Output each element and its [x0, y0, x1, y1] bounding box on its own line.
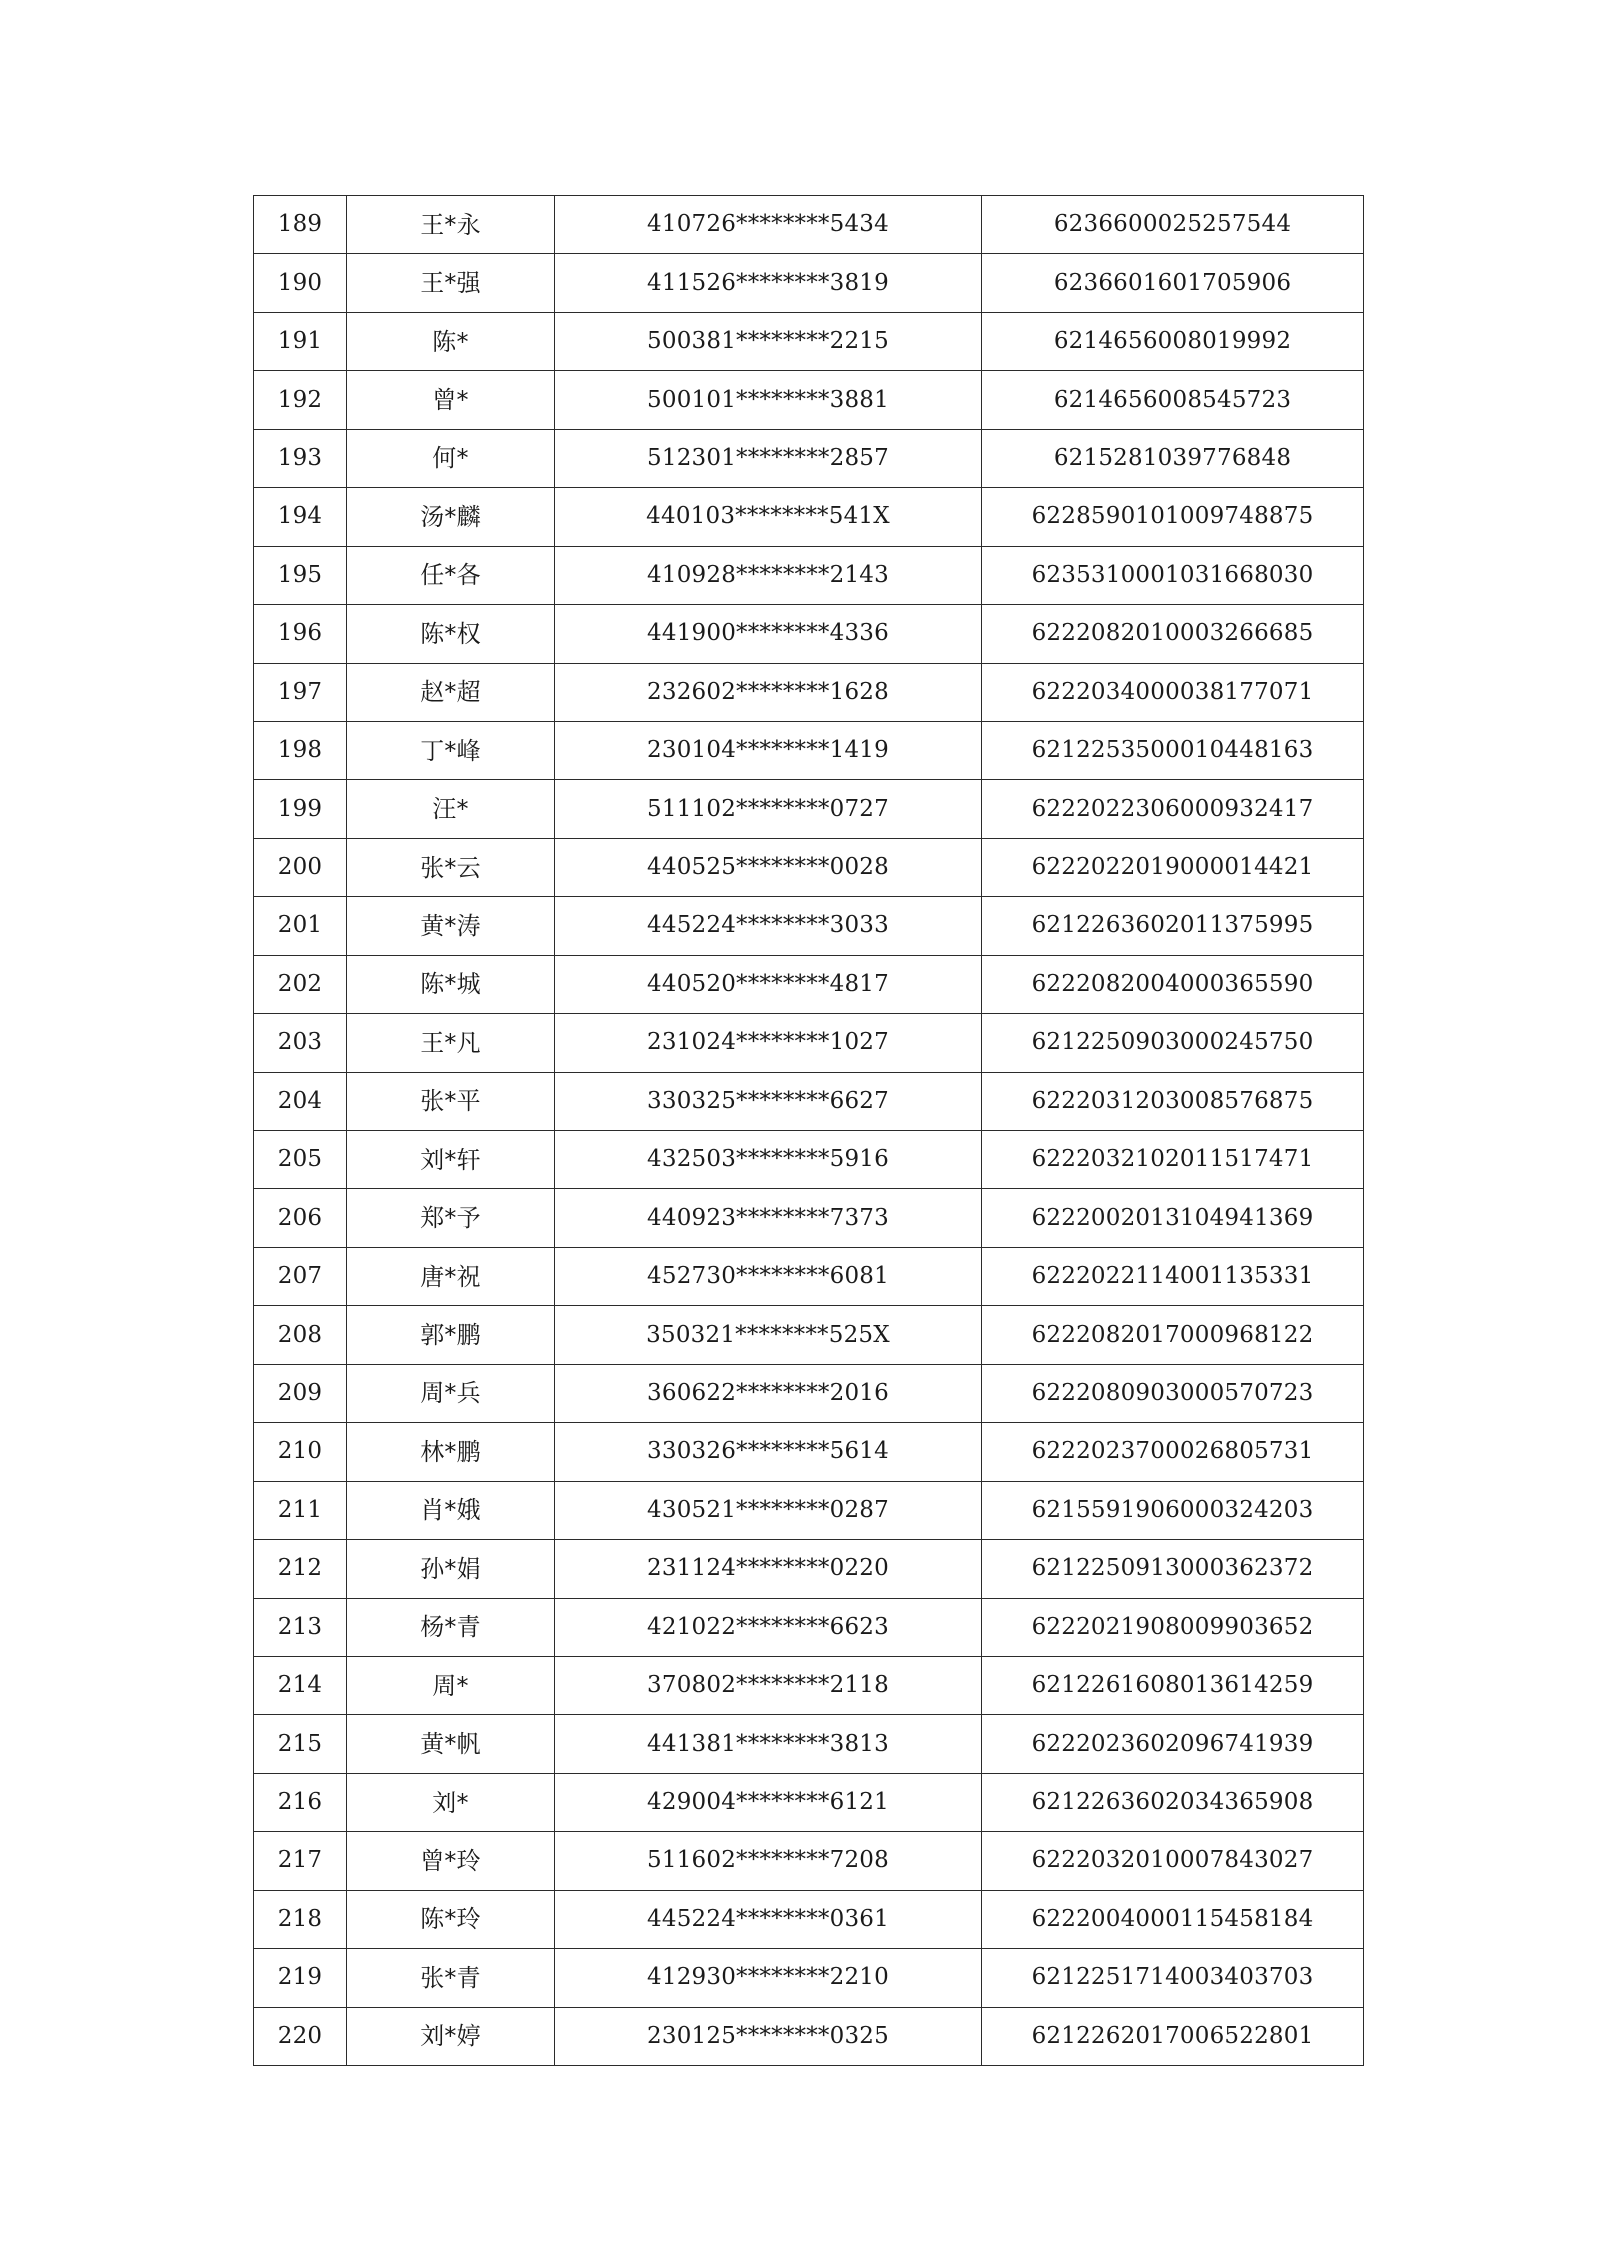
- row-index-cell: 220: [254, 2007, 347, 2065]
- table-row: [254, 1890, 1364, 1948]
- row-index-cell: 204: [254, 1072, 347, 1130]
- id-number-cell: 232602********1628: [555, 663, 982, 721]
- row-index-cell: 199: [254, 780, 347, 838]
- id-number-cell: 441900********4336: [555, 605, 982, 663]
- card-number-cell: 6222023602096741939: [982, 1715, 1364, 1773]
- table-row: [254, 1949, 1364, 2007]
- row-index-cell: 196: [254, 605, 347, 663]
- name-cell: 唐*祝: [347, 1247, 555, 1305]
- card-number-cell: 6212253500010448163: [982, 721, 1364, 779]
- id-number-cell: 231124********0220: [555, 1540, 982, 1598]
- id-number-cell: 500101********3881: [555, 371, 982, 429]
- id-number-cell: 410726********5434: [555, 196, 982, 254]
- table-row: [254, 254, 1364, 312]
- table-row: [254, 371, 1364, 429]
- name-cell: 张*平: [347, 1072, 555, 1130]
- name-cell: 刘*: [347, 1773, 555, 1831]
- name-cell: 陈*玲: [347, 1890, 555, 1948]
- table-row: [254, 1072, 1364, 1130]
- table-row: [254, 1423, 1364, 1481]
- card-number-cell: 6228590101009748875: [982, 488, 1364, 546]
- card-number-cell: 6222032102011517471: [982, 1131, 1364, 1189]
- id-number-cell: 330326********5614: [555, 1423, 982, 1481]
- row-index-cell: 195: [254, 546, 347, 604]
- card-number-cell: 6212261608013614259: [982, 1656, 1364, 1714]
- name-cell: 王*强: [347, 254, 555, 312]
- name-cell: 刘*轩: [347, 1131, 555, 1189]
- row-index-cell: 207: [254, 1247, 347, 1305]
- row-index-cell: 189: [254, 196, 347, 254]
- id-number-cell: 411526********3819: [555, 254, 982, 312]
- id-number-cell: 350321********525X: [555, 1306, 982, 1364]
- table-row: [254, 955, 1364, 1013]
- row-index-cell: 209: [254, 1364, 347, 1422]
- row-index-cell: 190: [254, 254, 347, 312]
- name-cell: 张*青: [347, 1949, 555, 2007]
- row-index-cell: 191: [254, 312, 347, 370]
- card-number-cell: 6212262017006522801: [982, 2007, 1364, 2065]
- id-number-cell: 429004********6121: [555, 1773, 982, 1831]
- id-number-cell: 230104********1419: [555, 721, 982, 779]
- row-index-cell: 193: [254, 429, 347, 487]
- table-row: [254, 2007, 1364, 2065]
- card-number-cell: 6222082010003266685: [982, 605, 1364, 663]
- name-cell: 郭*鹏: [347, 1306, 555, 1364]
- row-index-cell: 194: [254, 488, 347, 546]
- id-number-cell: 445224********0361: [555, 1890, 982, 1948]
- card-number-cell: 6212263602011375995: [982, 897, 1364, 955]
- name-cell: 肖*娥: [347, 1481, 555, 1539]
- row-index-cell: 202: [254, 955, 347, 1013]
- row-index-cell: 213: [254, 1598, 347, 1656]
- roster-table: [253, 195, 1364, 2066]
- id-number-cell: 330325********6627: [555, 1072, 982, 1130]
- table-row: [254, 429, 1364, 487]
- row-index-cell: 214: [254, 1656, 347, 1714]
- id-number-cell: 421022********6623: [555, 1598, 982, 1656]
- id-number-cell: 441381********3813: [555, 1715, 982, 1773]
- table-row: [254, 488, 1364, 546]
- id-number-cell: 500381********2215: [555, 312, 982, 370]
- name-cell: 孙*娟: [347, 1540, 555, 1598]
- row-index-cell: 205: [254, 1131, 347, 1189]
- id-number-cell: 511602********7208: [555, 1832, 982, 1890]
- row-index-cell: 201: [254, 897, 347, 955]
- row-index-cell: 211: [254, 1481, 347, 1539]
- name-cell: 林*鹏: [347, 1423, 555, 1481]
- id-number-cell: 231024********1027: [555, 1014, 982, 1072]
- table-row: [254, 1715, 1364, 1773]
- table-row: [254, 1540, 1364, 1598]
- table-row: [254, 780, 1364, 838]
- table-row: [254, 1189, 1364, 1247]
- name-cell: 曾*: [347, 371, 555, 429]
- card-number-cell: 6222032010007843027: [982, 1832, 1364, 1890]
- table-row: [254, 721, 1364, 779]
- name-cell: 陈*: [347, 312, 555, 370]
- name-cell: 任*各: [347, 546, 555, 604]
- table-row: [254, 605, 1364, 663]
- card-number-cell: 6212250903000245750: [982, 1014, 1364, 1072]
- id-number-cell: 360622********2016: [555, 1364, 982, 1422]
- table-row: [254, 1131, 1364, 1189]
- id-number-cell: 440923********7373: [555, 1189, 982, 1247]
- table-row: [254, 1306, 1364, 1364]
- card-number-cell: 6236601601705906: [982, 254, 1364, 312]
- card-number-cell: 6212251714003403703: [982, 1949, 1364, 2007]
- id-number-cell: 512301********2857: [555, 429, 982, 487]
- name-cell: 丁*峰: [347, 721, 555, 779]
- card-number-cell: 6235310001031668030: [982, 546, 1364, 604]
- row-index-cell: 208: [254, 1306, 347, 1364]
- id-number-cell: 410928********2143: [555, 546, 982, 604]
- card-number-cell: 6222004000115458184: [982, 1890, 1364, 1948]
- table-row: [254, 1656, 1364, 1714]
- name-cell: 赵*超: [347, 663, 555, 721]
- card-number-cell: 6214656008019992: [982, 312, 1364, 370]
- table-row: [254, 1832, 1364, 1890]
- id-number-cell: 440103********541X: [555, 488, 982, 546]
- name-cell: 王*永: [347, 196, 555, 254]
- table-row: [254, 897, 1364, 955]
- row-index-cell: 216: [254, 1773, 347, 1831]
- table-row: [254, 1773, 1364, 1831]
- row-index-cell: 206: [254, 1189, 347, 1247]
- row-index-cell: 210: [254, 1423, 347, 1481]
- name-cell: 周*: [347, 1656, 555, 1714]
- table-row: [254, 1481, 1364, 1539]
- name-cell: 张*云: [347, 838, 555, 896]
- name-cell: 陈*城: [347, 955, 555, 1013]
- card-number-cell: 6222022114001135331: [982, 1247, 1364, 1305]
- id-number-cell: 430521********0287: [555, 1481, 982, 1539]
- card-number-cell: 6236600025257544: [982, 196, 1364, 254]
- table-row: [254, 1598, 1364, 1656]
- row-index-cell: 192: [254, 371, 347, 429]
- id-number-cell: 230125********0325: [555, 2007, 982, 2065]
- card-number-cell: 6215281039776848: [982, 429, 1364, 487]
- table-row: [254, 1364, 1364, 1422]
- name-cell: 何*: [347, 429, 555, 487]
- id-number-cell: 432503********5916: [555, 1131, 982, 1189]
- row-index-cell: 219: [254, 1949, 347, 2007]
- id-number-cell: 445224********3033: [555, 897, 982, 955]
- name-cell: 曾*玲: [347, 1832, 555, 1890]
- id-number-cell: 440520********4817: [555, 955, 982, 1013]
- card-number-cell: 6222022306000932417: [982, 780, 1364, 838]
- row-index-cell: 218: [254, 1890, 347, 1948]
- row-index-cell: 215: [254, 1715, 347, 1773]
- row-index-cell: 217: [254, 1832, 347, 1890]
- id-number-cell: 370802********2118: [555, 1656, 982, 1714]
- name-cell: 汤*麟: [347, 488, 555, 546]
- table-row: [254, 838, 1364, 896]
- table-row: [254, 312, 1364, 370]
- card-number-cell: 6212263602034365908: [982, 1773, 1364, 1831]
- table-row: [254, 663, 1364, 721]
- row-index-cell: 198: [254, 721, 347, 779]
- card-number-cell: 6222023700026805731: [982, 1423, 1364, 1481]
- card-number-cell: 6214656008545723: [982, 371, 1364, 429]
- card-number-cell: 6212250913000362372: [982, 1540, 1364, 1598]
- card-number-cell: 6222082004000365590: [982, 955, 1364, 1013]
- row-index-cell: 197: [254, 663, 347, 721]
- row-index-cell: 200: [254, 838, 347, 896]
- id-number-cell: 440525********0028: [555, 838, 982, 896]
- name-cell: 黄*帆: [347, 1715, 555, 1773]
- card-number-cell: 6222034000038177071: [982, 663, 1364, 721]
- name-cell: 汪*: [347, 780, 555, 838]
- name-cell: 杨*青: [347, 1598, 555, 1656]
- name-cell: 陈*权: [347, 605, 555, 663]
- table-row: [254, 1014, 1364, 1072]
- row-index-cell: 212: [254, 1540, 347, 1598]
- card-number-cell: 6222002013104941369: [982, 1189, 1364, 1247]
- name-cell: 郑*予: [347, 1189, 555, 1247]
- table-row: [254, 196, 1364, 254]
- card-number-cell: 6222021908009903652: [982, 1598, 1364, 1656]
- name-cell: 王*凡: [347, 1014, 555, 1072]
- table-row: [254, 546, 1364, 604]
- row-index-cell: 203: [254, 1014, 347, 1072]
- card-number-cell: 6222022019000014421: [982, 838, 1364, 896]
- id-number-cell: 412930********2210: [555, 1949, 982, 2007]
- name-cell: 刘*婷: [347, 2007, 555, 2065]
- card-number-cell: 6215591906000324203: [982, 1481, 1364, 1539]
- id-number-cell: 511102********0727: [555, 780, 982, 838]
- card-number-cell: 6222082017000968122: [982, 1306, 1364, 1364]
- table-row: [254, 1247, 1364, 1305]
- card-number-cell: 6222031203008576875: [982, 1072, 1364, 1130]
- name-cell: 周*兵: [347, 1364, 555, 1422]
- roster-table-body: [254, 196, 1364, 2066]
- name-cell: 黄*涛: [347, 897, 555, 955]
- id-number-cell: 452730********6081: [555, 1247, 982, 1305]
- card-number-cell: 6222080903000570723: [982, 1364, 1364, 1422]
